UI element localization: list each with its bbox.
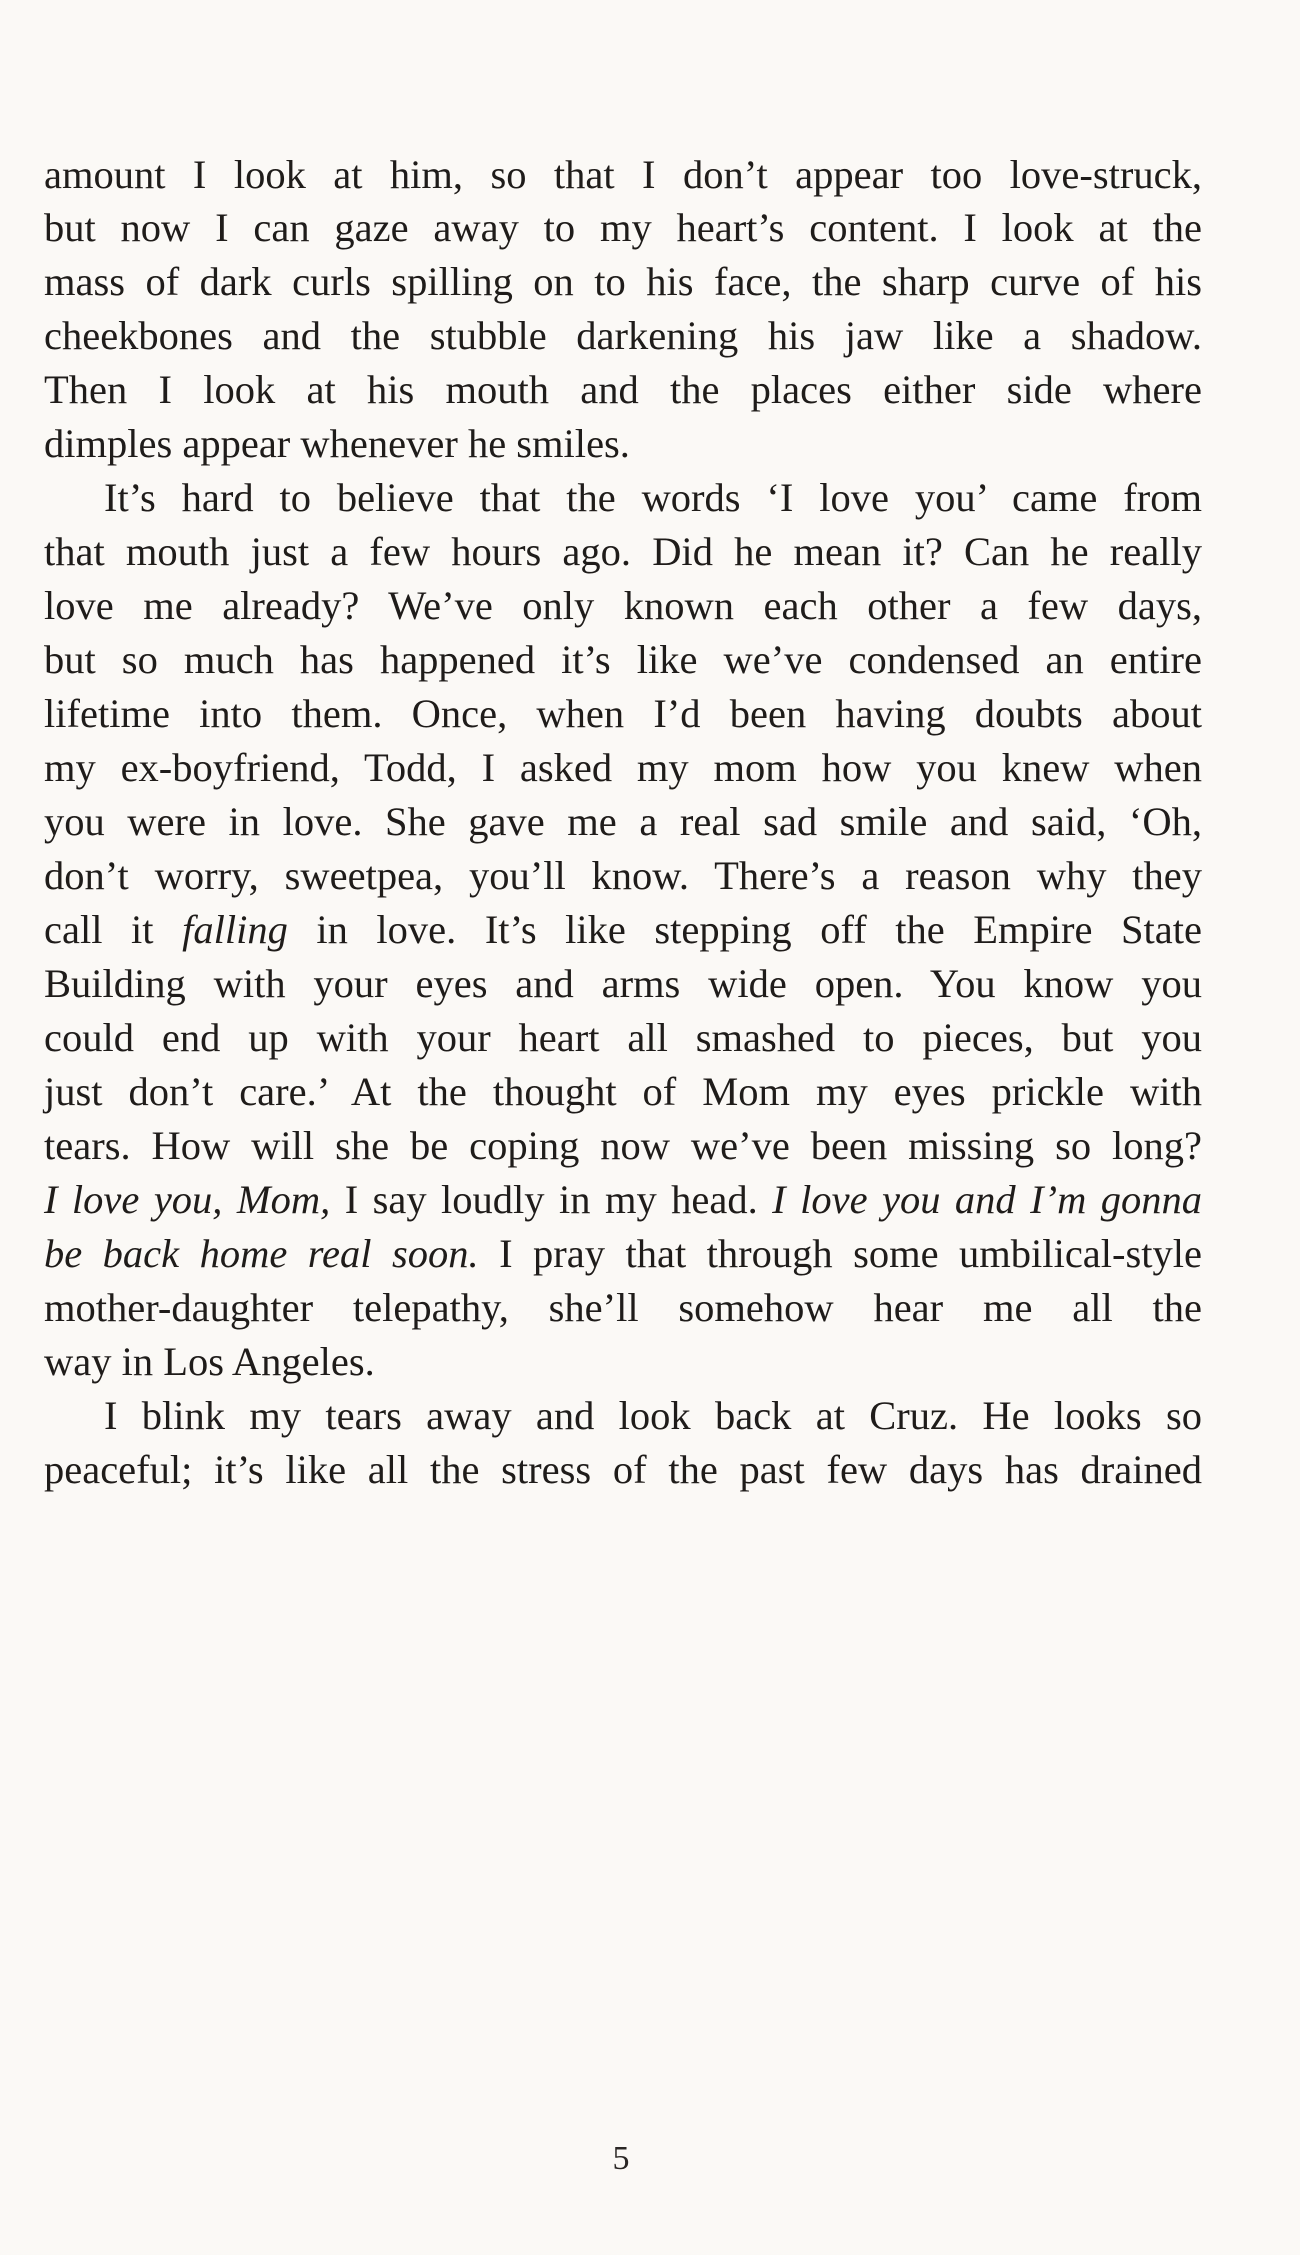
text-line: It’s hard to believe that the words ‘I love you’ came from [104,475,1202,520]
text-line: but so much has happened it’s like we’ve condensed an entire [44,637,1202,682]
text-line: I blink my tears away and look back at Cruz. He looks so [104,1393,1202,1438]
italic-emphasis: I love you and I’m gonna [772,1177,1203,1222]
italic-emphasis: I love you, Mom, [44,1177,331,1222]
text-line: peaceful; it’s like all the stress of the past few days has drained [44,1447,1202,1492]
text-line: don’t worry, sweetpea, you’ll know. There’s a reason why they [44,853,1202,898]
text-line: cheekbones and the stubble darkening his jaw like a shadow. [44,313,1202,358]
text-line: way in Los Angeles. [44,1339,375,1384]
text-line: but now I can gaze away to my heart’s content. I look at the [44,205,1202,250]
text-run: I say loudly in my head. [344,1177,758,1222]
text-line: my ex-boyfriend, Todd, I asked my mom how you knew when [44,745,1202,790]
text-line: that mouth just a few hours ago. Did he mean it? Can he really [44,529,1202,574]
text-line: mass of dark curls spilling on to his face, the sharp curve of his [44,259,1202,304]
text-line: dimples appear whenever he smiles. [44,421,630,466]
text-line: mother-daughter telepathy, she’ll somehow hear me all the [44,1285,1202,1330]
text-run: I pray that through some umbilical-style [499,1231,1202,1276]
text-line: lifetime into them. Once, when I’d been having doubts about [44,691,1202,736]
italic-emphasis: falling [182,907,288,952]
text-line: you were in love. She gave me a real sad smile and said, ‘Oh, [44,799,1202,844]
text-line: could end up with your heart all smashed to pieces, but you [44,1015,1202,1060]
text-run: in love. It’s like stepping off the Empire State [316,907,1202,952]
italic-emphasis: be back home real soon. [44,1231,479,1276]
text-line: Building with your eyes and arms wide open. You know you [44,961,1202,1006]
text-run: call it [44,907,154,952]
text-line: tears. How will she be coping now we’ve been missing so long? [44,1123,1202,1168]
page-number: 5 [612,2140,630,2177]
text-line: love me already? We’ve only known each other a few days, [44,583,1202,628]
text-line: Then I look at his mouth and the places either side where [44,367,1202,412]
text-line: amount I look at him, so that I don’t appear too love-struck, [44,152,1202,197]
text-line: just don’t care.’ At the thought of Mom my eyes prickle with [44,1069,1202,1114]
